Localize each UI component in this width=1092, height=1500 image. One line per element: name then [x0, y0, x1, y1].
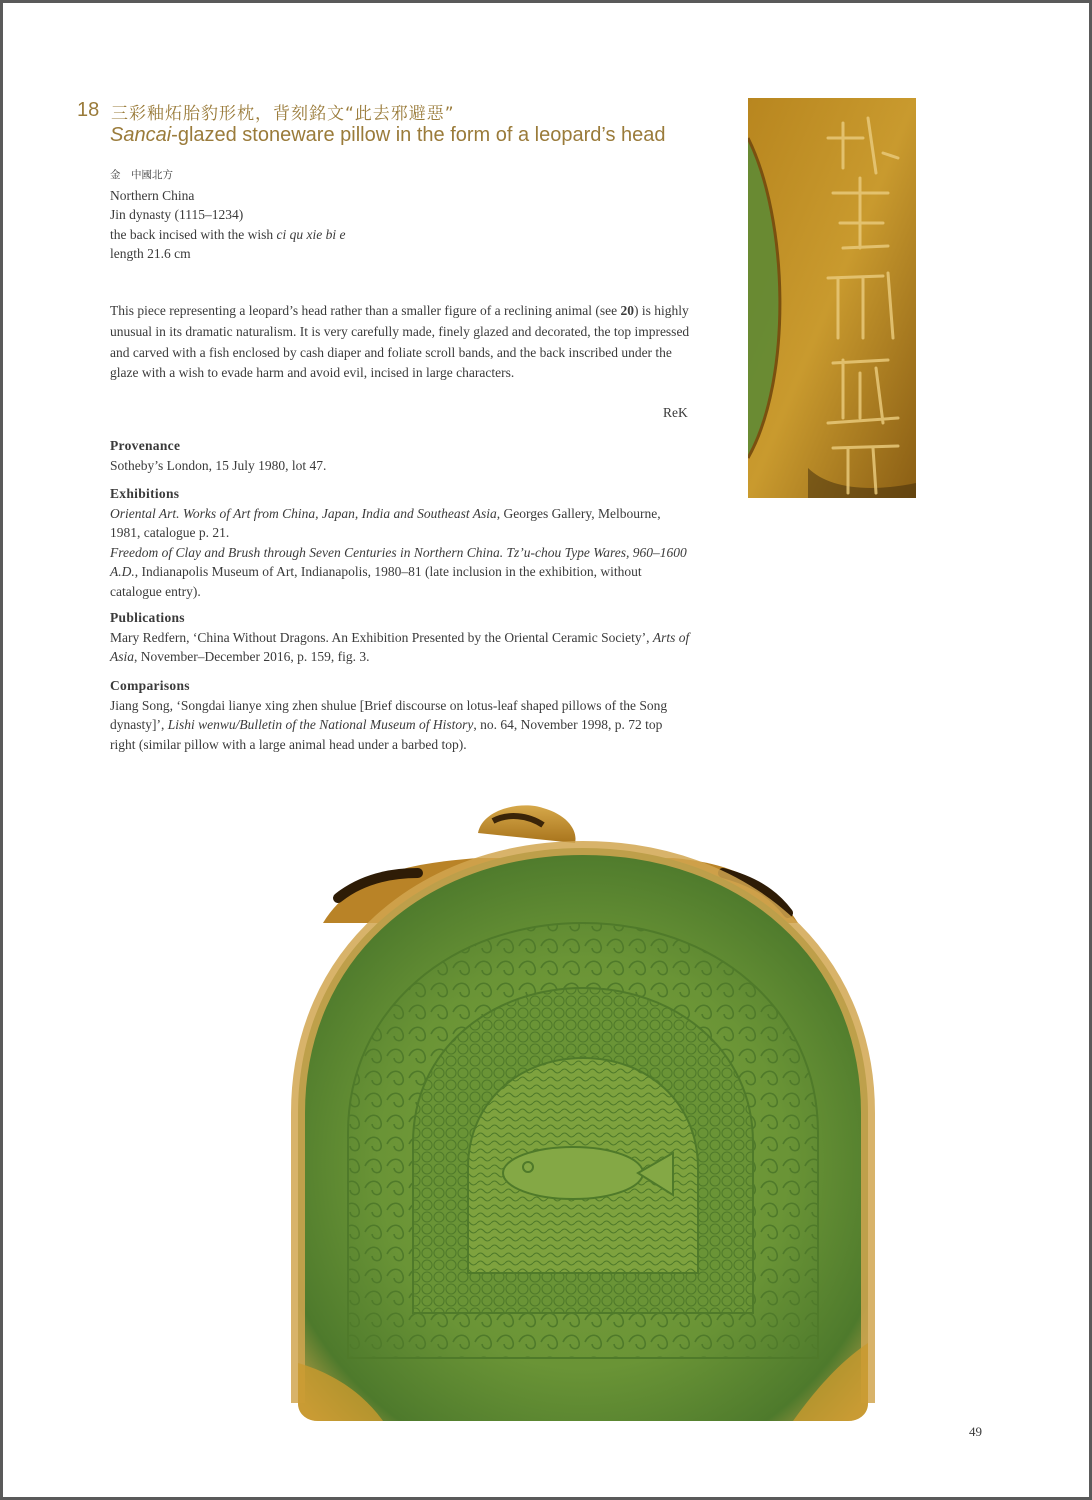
exhibition-entry [110, 543, 690, 602]
description-part2: ) is highly unusual in its dramatic naturalism. It is very carefully made, finely glazed and decorated, the top impressed and carved with a fish enclosed by cash diaper and foliate scroll bands, and the back inscribed under the glaze with a wish to evade harm and avoid evil, incised in large characters. [110, 303, 690, 381]
exhibition-title: Oriental Art. Works of Art from China, Japan, India and Southeast Asia [110, 505, 497, 521]
publication-entry [110, 628, 690, 667]
publications-section [110, 608, 690, 667]
object-metadata [110, 166, 345, 264]
cross-reference: 20 [620, 303, 635, 318]
provenance-text: Sotheby’s London, 15 July 1980, lot 47. [110, 457, 327, 473]
comparisons-heading: Comparisons [110, 678, 190, 693]
exhibition-title: Freedom of Clay and Brush through Seven Centuries in Northern China. Tz’u-chou Type Wares, 960–1600 A.D. [110, 544, 687, 579]
exhibitions-heading: Exhibitions [110, 486, 180, 501]
pillow-main-photo [253, 803, 903, 1428]
exhibitions-section [110, 484, 690, 601]
description-part1: This piece representing a leopard’s head rather than a smaller figure of a reclining animal (see [110, 303, 621, 318]
catalogue-number: 18 [77, 99, 100, 121]
exhibition-entry [110, 504, 690, 543]
title-english [110, 124, 666, 147]
catalogue-page [3, 3, 1089, 1497]
comparison-journal: Lishi wenwu/Bulletin of the National Museum of History [167, 717, 474, 732]
title-chinese: 三彩釉炻胎豹形枕，背刻銘文“此去邪避惡” [111, 104, 455, 124]
inscription-prefix: the back incised with the wish [110, 226, 277, 242]
publication-journal: Arts of Asia [110, 629, 690, 664]
provenance-section [110, 436, 690, 475]
publication-details: , November–December 2016, p. 159, fig. 3. [134, 649, 370, 664]
title-italic-term: Sancai [110, 124, 172, 146]
inscription-detail-photo [748, 98, 916, 498]
comparison-author-title: Jiang Song, ‘Songdai lianye xing zhen shulue [Brief discourse on lotus-leaf shaped pillows of the Song dynasty]’, [110, 697, 668, 732]
region: Northern China [110, 187, 195, 203]
dimensions: length 21.6 cm [110, 246, 191, 261]
comparisons-section [110, 676, 690, 754]
exhibition-details: , Indianapolis Museum of Art, Indianapolis, 1980–81 (late inclusion in the exhibition, without catalogue entry). [110, 564, 642, 599]
publication-author-title: Mary Redfern, ‘China Without Dragons. An Exhibition Presented by the Oriental Ceramic Society’, [110, 629, 653, 645]
inscription-line [110, 225, 345, 245]
inscription-romanized: ci qu xie bi e [276, 226, 346, 242]
page-number: 49 [969, 1424, 982, 1439]
exhibition-details: , Georges Gallery, Melbourne, 1981, catalogue p. 21. [110, 505, 661, 540]
title-rest: -glazed stoneware pillow in the form of a leopard’s head [171, 124, 666, 146]
comparison-entry [110, 696, 690, 755]
publications-heading: Publications [110, 610, 185, 625]
author-initials: ReK [663, 405, 688, 420]
dynasty: Jin dynasty (1115–1234) [110, 207, 244, 222]
description-paragraph [110, 301, 690, 384]
period-chinese: 金 中國北方 [110, 169, 173, 181]
provenance-heading: Provenance [110, 438, 181, 453]
comparison-details: , no. 64, November 1998, p. 72 top right (similar pillow with a large animal head under a barbed top). [110, 717, 663, 752]
